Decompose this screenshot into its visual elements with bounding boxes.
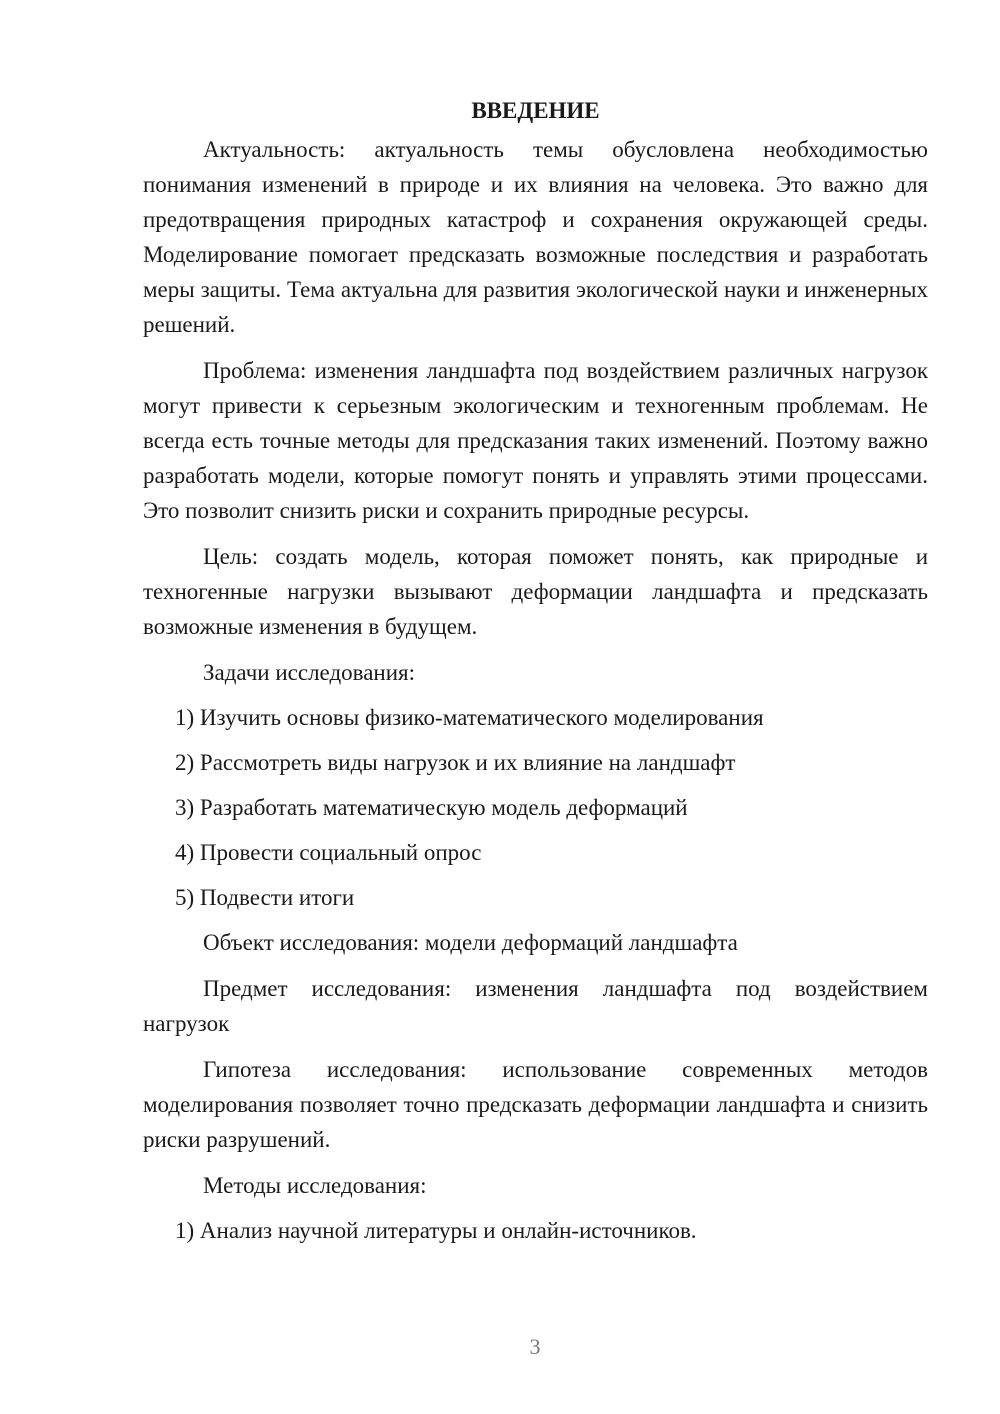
task-item: 3) Разработать математическую модель деформаций: [175, 795, 688, 820]
hypothesis-paragraph: Гипотеза исследования: использование современных методов моделирования позволяет точно предсказать деформации ландшафта и снизить риски разрушений.: [143, 1057, 928, 1152]
method-item: 1) Анализ научной литературы и онлайн-источников.: [175, 1218, 697, 1243]
task-item: 2) Рассмотреть виды нагрузок и их влияние на ландшафт: [175, 750, 736, 775]
problem-paragraph: Проблема: изменения ландшафта под воздействием различных нагрузок могут привести к серьезным экологическим и техногенным проблемам. Не всегда есть точные методы для предсказания таких изменений. Поэтому важно разработать модели, которые помогут понять и управлять этими процессами. Это позволит снизить риски и сохранить природные ресурсы.: [143, 358, 928, 523]
methods-list: [143, 1213, 928, 1248]
subject-paragraph: Предмет исследования: изменения ландшафта под воздействием нагрузок: [143, 976, 928, 1036]
goal-paragraph: Цель: создать модель, которая поможет понять, как природные и техногенные нагрузки вызывают деформации ландшафта и предсказать возможные изменения в будущем.: [143, 544, 928, 639]
tasks-list: [143, 700, 928, 915]
task-item: 1) Изучить основы физико-математического моделирования: [175, 705, 764, 730]
object-paragraph: Объект исследования: модели деформаций ландшафта: [203, 930, 738, 955]
task-item: 4) Провести социальный опрос: [175, 840, 482, 865]
relevance-paragraph: Актуальность: актуальность темы обусловлена необходимостью понимания изменений в природе и их влияния на человека. Это важно для предотвращения природных катастроф и сохранения окружающей среды. Моделирование помогает предсказать возможные последствия и разработать меры защиты. Тема актуальна для развития экологической науки и инженерных решений.: [143, 137, 928, 337]
page-number: 3: [529, 1334, 541, 1359]
methods-heading: Методы исследования:: [203, 1173, 427, 1198]
page-content: [143, 96, 928, 1258]
tasks-heading: Задачи исследования:: [203, 660, 416, 685]
section-title: ВВЕДЕНИЕ: [471, 98, 600, 123]
task-item: 5) Подвести итоги: [175, 885, 355, 910]
